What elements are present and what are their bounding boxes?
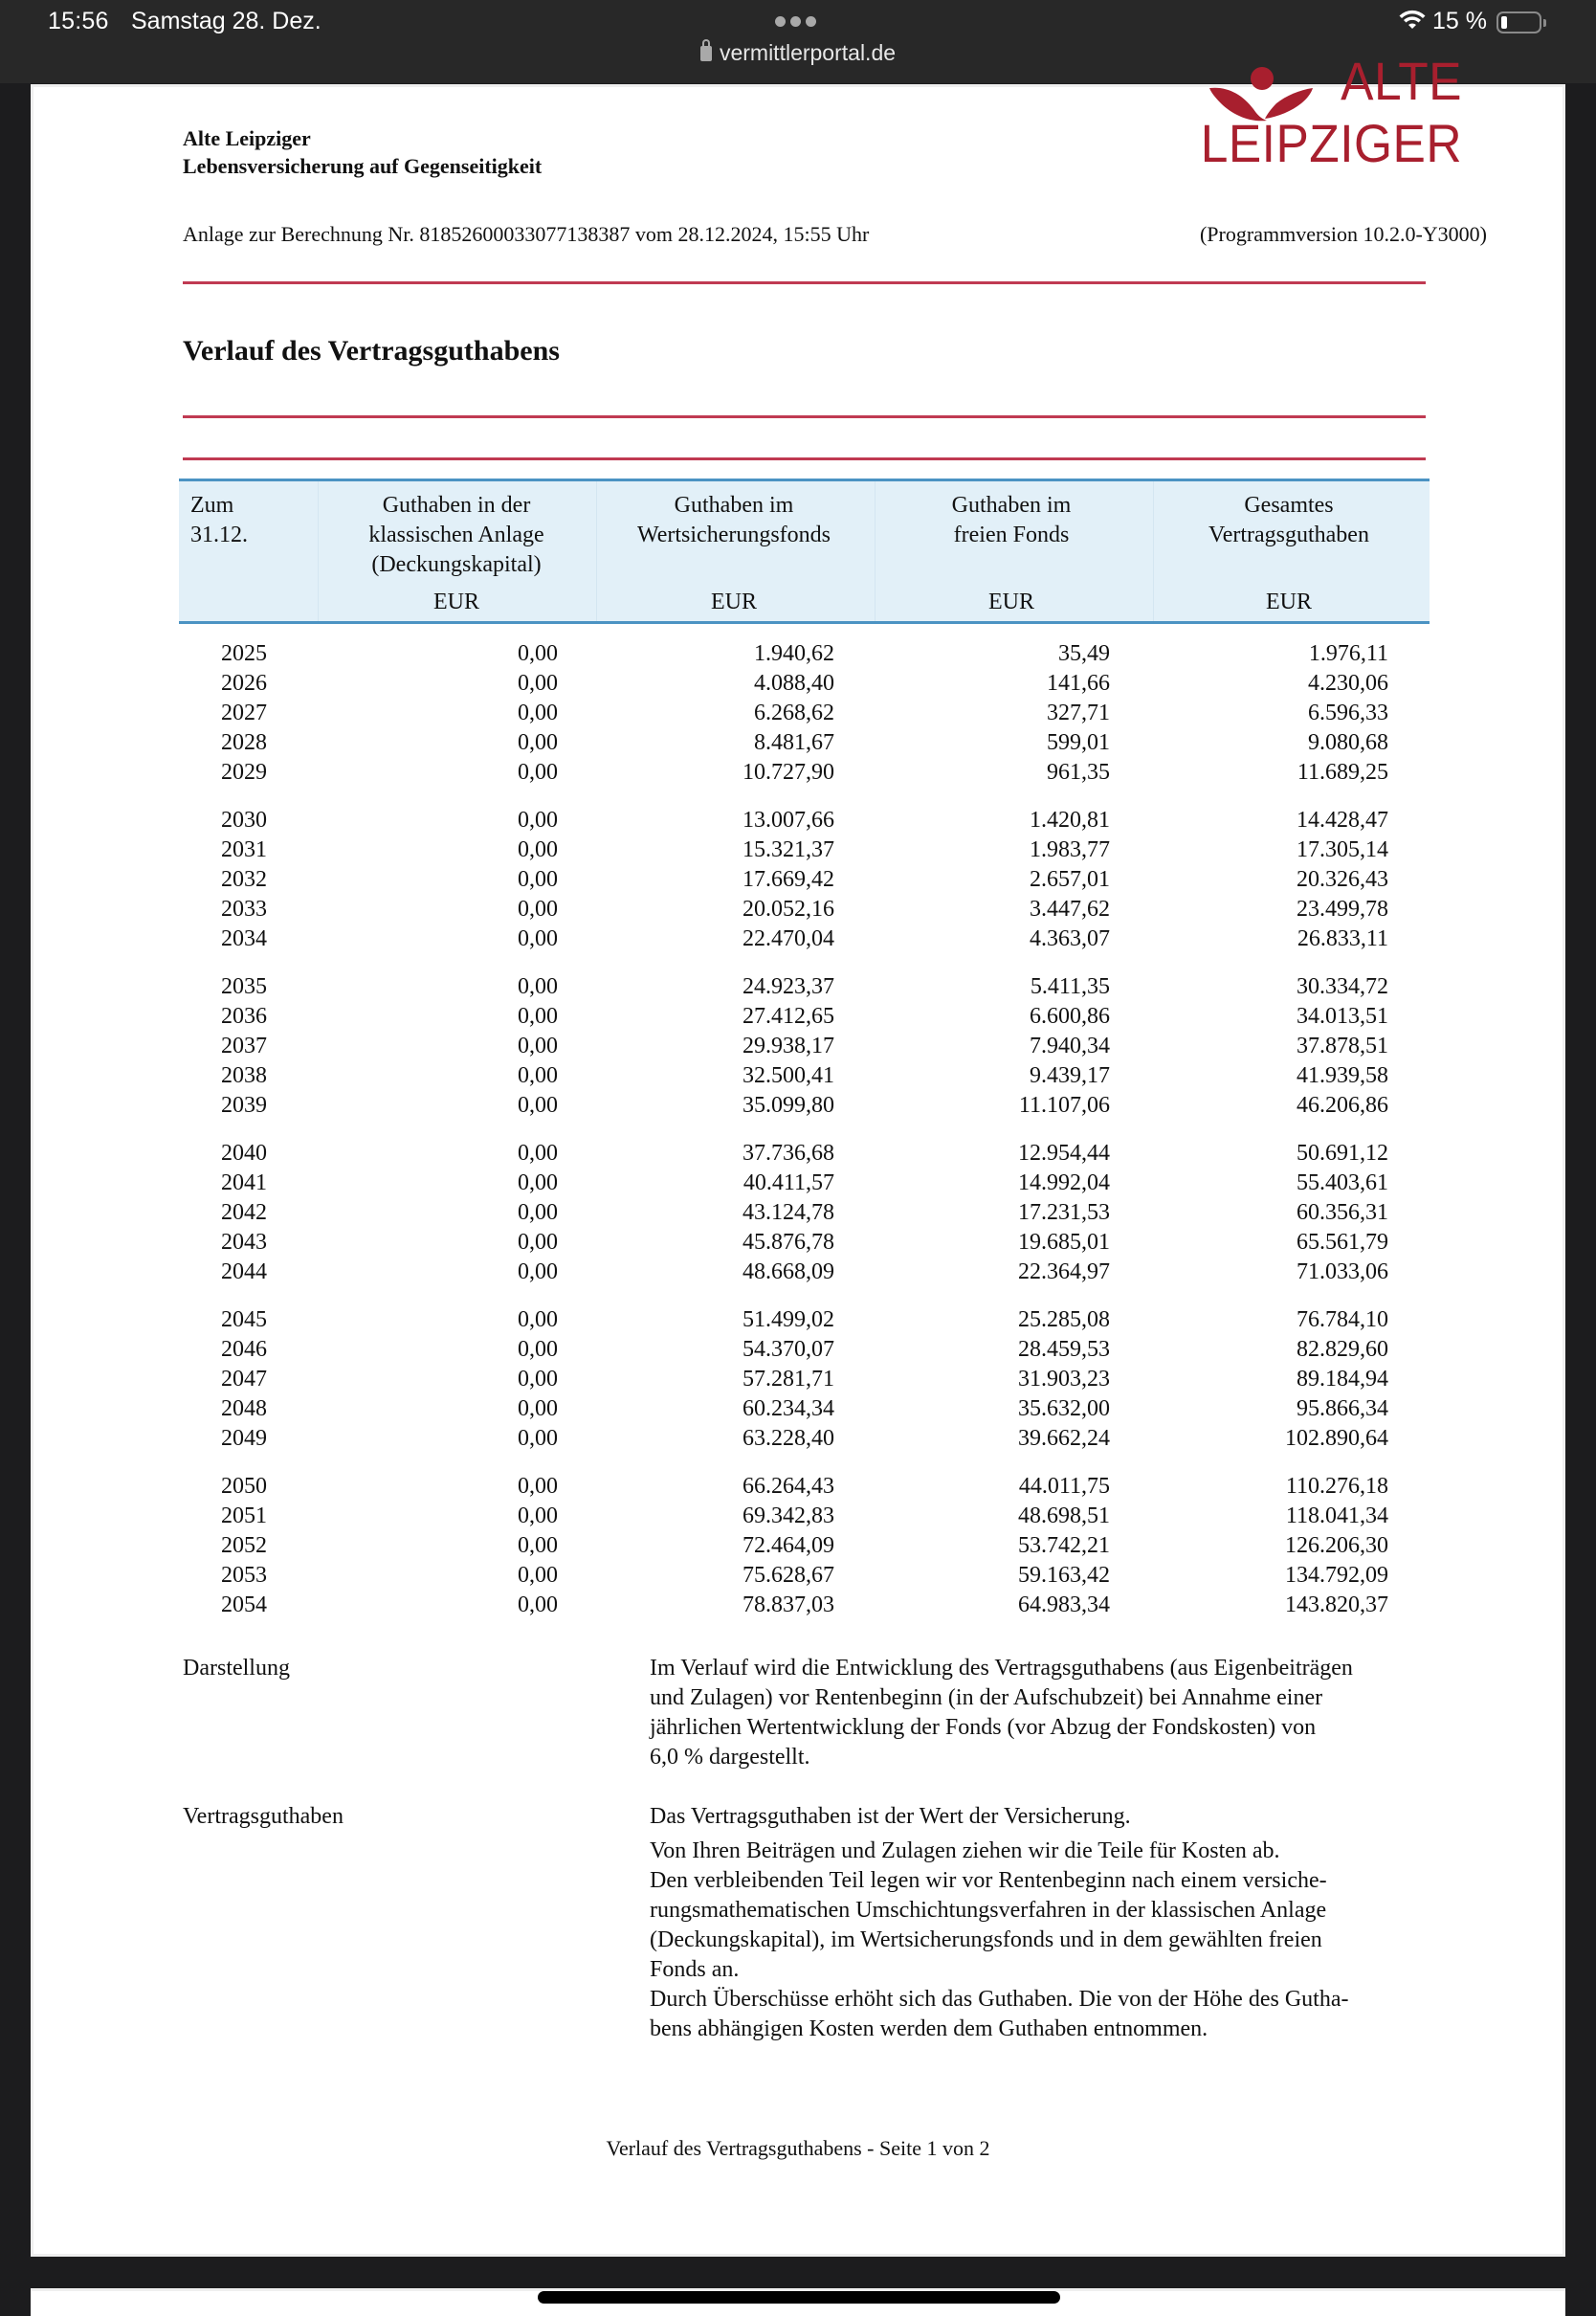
classic-value-cell: 0,00 xyxy=(518,1592,558,1617)
wertsicherungsfonds-value-cell: 72.464,09 xyxy=(743,1533,834,1558)
classic-value-cell: 0,00 xyxy=(518,1474,558,1499)
freie-fonds-value-cell: 64.983,34 xyxy=(1018,1592,1110,1617)
year-cell: 2049 xyxy=(221,1426,267,1451)
table-row xyxy=(183,1426,1388,1456)
table-row xyxy=(183,760,1388,790)
total-value-cell: 143.820,37 xyxy=(1285,1592,1388,1617)
year-cell: 2031 xyxy=(221,837,267,862)
note-line: Von Ihren Beiträgen und Zulagen ziehen wir die Teile für Kosten ab. xyxy=(650,1838,1280,1863)
note-line: (Deckungskapital), im Wertsicherungsfonds und in dem gewählten freien xyxy=(650,1927,1322,1952)
calculation-info: Anlage zur Berechnung Nr. 81852600033077138387 vom 28.12.2024, 15:55 Uhr xyxy=(183,222,870,246)
total-value-cell: 118.041,34 xyxy=(1285,1503,1388,1528)
total-value-cell: 95.866,34 xyxy=(1297,1396,1388,1421)
freie-fonds-value-cell: 12.954,44 xyxy=(1018,1141,1110,1166)
freie-fonds-value-cell: 961,35 xyxy=(1047,760,1110,785)
year-cell: 2032 xyxy=(221,867,267,892)
freie-fonds-value-cell: 17.231,53 xyxy=(1018,1200,1110,1225)
total-value-cell: 9.080,68 xyxy=(1308,730,1388,755)
wertsicherungsfonds-value-cell: 60.234,34 xyxy=(743,1396,834,1421)
note-line: Im Verlauf wird die Entwicklung des Vertragsguthabens (aus Eigenbeiträgen xyxy=(650,1656,1353,1681)
year-cell: 2035 xyxy=(221,974,267,999)
year-cell: 2053 xyxy=(221,1563,267,1588)
wertsicherungsfonds-value-cell: 27.412,65 xyxy=(743,1004,834,1029)
classic-value-cell: 0,00 xyxy=(518,1063,558,1088)
wertsicherungsfonds-value-cell: 51.499,02 xyxy=(743,1307,834,1332)
year-cell: 2051 xyxy=(221,1503,267,1528)
freie-fonds-value-cell: 25.285,08 xyxy=(1018,1307,1110,1332)
total-value-cell: 34.013,51 xyxy=(1297,1004,1388,1029)
url-text: vermittlerportal.de xyxy=(719,40,897,65)
table-row xyxy=(183,1592,1388,1622)
classic-value-cell: 0,00 xyxy=(518,641,558,666)
table-row xyxy=(183,1034,1388,1063)
table-row xyxy=(183,641,1388,671)
year-cell: 2029 xyxy=(221,760,267,785)
table-row xyxy=(183,1170,1388,1200)
classic-value-cell: 0,00 xyxy=(518,1367,558,1392)
table-row xyxy=(183,867,1388,897)
section-title: Verlauf des Vertragsguthabens xyxy=(183,335,560,367)
year-cell: 2048 xyxy=(221,1396,267,1421)
year-cell: 2027 xyxy=(221,701,267,725)
table-row xyxy=(183,1200,1388,1230)
total-value-cell: 46.206,86 xyxy=(1297,1093,1388,1118)
wertsicherungsfonds-value-cell: 43.124,78 xyxy=(743,1200,834,1225)
lock-icon xyxy=(700,46,712,61)
total-value-cell: 26.833,11 xyxy=(1297,926,1388,951)
note-line: Den verbleibenden Teil legen wir vor Rentenbeginn nach einem versiche- xyxy=(650,1868,1327,1893)
wertsicherungsfonds-value-cell: 69.342,83 xyxy=(743,1503,834,1528)
year-cell: 2039 xyxy=(221,1093,267,1118)
note-label: Darstellung xyxy=(183,1656,290,1681)
classic-value-cell: 0,00 xyxy=(518,867,558,892)
year-cell: 2026 xyxy=(221,671,267,696)
total-value-cell: 82.829,60 xyxy=(1297,1337,1388,1362)
freie-fonds-value-cell: 141,66 xyxy=(1047,671,1110,696)
freie-fonds-value-cell: 7.940,34 xyxy=(1030,1034,1110,1058)
table-row xyxy=(183,926,1388,956)
home-indicator[interactable] xyxy=(538,2291,1060,2304)
year-cell: 2041 xyxy=(221,1170,267,1195)
total-value-cell: 89.184,94 xyxy=(1297,1367,1388,1392)
classic-value-cell: 0,00 xyxy=(518,837,558,862)
total-value-cell: 55.403,61 xyxy=(1297,1170,1388,1195)
classic-value-cell: 0,00 xyxy=(518,808,558,833)
wertsicherungsfonds-value-cell: 66.264,43 xyxy=(743,1474,834,1499)
year-cell: 2054 xyxy=(221,1592,267,1617)
total-value-cell: 37.878,51 xyxy=(1297,1034,1388,1058)
year-cell: 2025 xyxy=(221,641,267,666)
freie-fonds-value-cell: 39.662,24 xyxy=(1018,1426,1110,1451)
section-bottom-rule xyxy=(183,457,1426,460)
table-row xyxy=(183,1004,1388,1034)
status-time: 15:56 xyxy=(48,8,109,34)
header-divider xyxy=(183,281,1426,284)
classic-value-cell: 0,00 xyxy=(518,926,558,951)
table-row xyxy=(183,897,1388,926)
status-date: Samstag 28. Dez. xyxy=(131,8,321,34)
year-cell: 2042 xyxy=(221,1200,267,1225)
total-value-cell: 134.792,09 xyxy=(1285,1563,1388,1588)
note-line: 6,0 % dargestellt. xyxy=(650,1745,810,1770)
classic-value-cell: 0,00 xyxy=(518,1230,558,1255)
more-dots-icon[interactable] xyxy=(775,16,816,27)
classic-value-cell: 0,00 xyxy=(518,701,558,725)
total-value-cell: 65.561,79 xyxy=(1297,1230,1388,1255)
year-cell: 2033 xyxy=(221,897,267,922)
year-cell: 2028 xyxy=(221,730,267,755)
note-line: bens abhängigen Kosten werden dem Guthaben entnommen. xyxy=(650,2016,1208,2041)
freie-fonds-value-cell: 48.698,51 xyxy=(1018,1503,1110,1528)
wertsicherungsfonds-value-cell: 13.007,66 xyxy=(743,808,834,833)
classic-value-cell: 0,00 xyxy=(518,1004,558,1029)
year-cell: 2045 xyxy=(221,1307,267,1332)
table-row xyxy=(183,1503,1388,1533)
table-row xyxy=(183,974,1388,1004)
total-value-cell: 4.230,06 xyxy=(1308,671,1388,696)
freie-fonds-value-cell: 35,49 xyxy=(1058,641,1110,666)
table-row xyxy=(183,808,1388,837)
freie-fonds-value-cell: 53.742,21 xyxy=(1018,1533,1110,1558)
note-text xyxy=(650,1654,1444,1772)
header-col-freie-fonds: Guthaben im freien Fonds EUR xyxy=(951,493,1072,614)
year-cell: 2044 xyxy=(221,1259,267,1284)
classic-value-cell: 0,00 xyxy=(518,1307,558,1332)
year-cell: 2040 xyxy=(221,1141,267,1166)
freie-fonds-value-cell: 19.685,01 xyxy=(1018,1230,1110,1255)
wertsicherungsfonds-value-cell: 48.668,09 xyxy=(743,1259,834,1284)
note-line: Das Vertragsguthaben ist der Wert der Versicherung. xyxy=(650,1804,1131,1829)
table-row xyxy=(183,837,1388,867)
wertsicherungsfonds-value-cell: 22.470,04 xyxy=(743,926,834,951)
table-row xyxy=(183,730,1388,760)
table-row xyxy=(183,1396,1388,1426)
header-col-wertsicherungsfonds: Guthaben im Wertsicherungsfonds EUR xyxy=(636,493,831,614)
note-text xyxy=(650,1837,1444,2044)
year-cell: 2050 xyxy=(221,1474,267,1499)
company-name: Alte Leipziger Lebensversicherung auf Gegenseitigkeit xyxy=(183,126,543,178)
table-row xyxy=(183,1563,1388,1592)
total-value-cell: 11.689,25 xyxy=(1297,760,1388,785)
total-value-cell: 23.499,78 xyxy=(1297,897,1388,922)
total-value-cell: 71.033,06 xyxy=(1297,1259,1388,1284)
freie-fonds-value-cell: 1.420,81 xyxy=(1030,808,1110,833)
table-row xyxy=(183,671,1388,701)
classic-value-cell: 0,00 xyxy=(518,671,558,696)
wertsicherungsfonds-value-cell: 35.099,80 xyxy=(743,1093,834,1118)
total-value-cell: 17.305,14 xyxy=(1297,837,1388,862)
total-value-cell: 14.428,47 xyxy=(1297,808,1388,833)
total-value-cell: 30.334,72 xyxy=(1297,974,1388,999)
classic-value-cell: 0,00 xyxy=(518,1141,558,1166)
freie-fonds-value-cell: 5.411,35 xyxy=(1030,974,1110,999)
wifi-icon xyxy=(1399,10,1426,31)
year-cell: 2046 xyxy=(221,1337,267,1362)
total-value-cell: 102.890,64 xyxy=(1285,1426,1388,1451)
classic-value-cell: 0,00 xyxy=(518,1337,558,1362)
wertsicherungsfonds-value-cell: 37.736,68 xyxy=(743,1141,834,1166)
classic-value-cell: 0,00 xyxy=(518,1093,558,1118)
table-row xyxy=(183,1093,1388,1123)
wertsicherungsfonds-value-cell: 20.052,16 xyxy=(743,897,834,922)
program-version: (Programmversion 10.2.0-Y3000) xyxy=(1199,222,1487,246)
wertsicherungsfonds-value-cell: 32.500,41 xyxy=(743,1063,834,1088)
table-row xyxy=(183,1307,1388,1337)
classic-value-cell: 0,00 xyxy=(518,1396,558,1421)
freie-fonds-value-cell: 59.163,42 xyxy=(1018,1563,1110,1588)
header-col-date: Zum 31.12. xyxy=(190,493,248,547)
freie-fonds-value-cell: 44.011,75 xyxy=(1018,1474,1110,1499)
freie-fonds-value-cell: 31.903,23 xyxy=(1018,1367,1110,1392)
year-cell: 2038 xyxy=(221,1063,267,1088)
wertsicherungsfonds-value-cell: 8.481,67 xyxy=(754,730,834,755)
table-row xyxy=(183,1063,1388,1093)
wertsicherungsfonds-value-cell: 75.628,67 xyxy=(743,1563,834,1588)
year-cell: 2047 xyxy=(221,1367,267,1392)
total-value-cell: 20.326,43 xyxy=(1297,867,1388,892)
note-label: Vertragsguthaben xyxy=(183,1804,344,1829)
year-cell: 2052 xyxy=(221,1533,267,1558)
classic-value-cell: 0,00 xyxy=(518,1426,558,1451)
note-line: Durch Überschüsse erhöht sich das Guthaben. Die von der Höhe des Gutha- xyxy=(650,1987,1349,2012)
freie-fonds-value-cell: 9.439,17 xyxy=(1030,1063,1110,1088)
wertsicherungsfonds-value-cell: 45.876,78 xyxy=(743,1230,834,1255)
classic-value-cell: 0,00 xyxy=(518,1170,558,1195)
wertsicherungsfonds-value-cell: 24.923,37 xyxy=(743,974,834,999)
total-value-cell: 60.356,31 xyxy=(1297,1200,1388,1225)
classic-value-cell: 0,00 xyxy=(518,1259,558,1284)
header-col-classic: Guthaben in der klassischen Anlage (Deckungskapital) EUR xyxy=(368,493,544,614)
table-row xyxy=(183,1533,1388,1563)
wertsicherungsfonds-value-cell: 15.321,37 xyxy=(743,837,834,862)
battery-icon xyxy=(1496,11,1541,33)
logo-wordmark: ALTE LEIPZIGER xyxy=(1200,51,1462,173)
page-footer: Verlauf des Vertragsguthabens - Seite 1 von 2 xyxy=(606,2136,990,2160)
note-line: rungsmathematischen Umschichtungsverfahren in der klassischen Anlage xyxy=(650,1898,1327,1923)
freie-fonds-value-cell: 22.364,97 xyxy=(1018,1259,1110,1284)
freie-fonds-value-cell: 1.983,77 xyxy=(1030,837,1110,862)
wertsicherungsfonds-value-cell: 54.370,07 xyxy=(743,1337,834,1362)
wertsicherungsfonds-value-cell: 29.938,17 xyxy=(743,1034,834,1058)
wertsicherungsfonds-value-cell: 40.411,57 xyxy=(743,1170,834,1195)
table-header xyxy=(179,479,1430,624)
freie-fonds-value-cell: 28.459,53 xyxy=(1018,1337,1110,1362)
freie-fonds-value-cell: 6.600,86 xyxy=(1030,1004,1110,1029)
wertsicherungsfonds-value-cell: 63.228,40 xyxy=(743,1426,834,1451)
wertsicherungsfonds-value-cell: 6.268,62 xyxy=(754,701,834,725)
total-value-cell: 1.976,11 xyxy=(1308,641,1388,666)
wertsicherungsfonds-value-cell: 57.281,71 xyxy=(743,1367,834,1392)
freie-fonds-value-cell: 327,71 xyxy=(1047,701,1110,725)
classic-value-cell: 0,00 xyxy=(518,1200,558,1225)
wertsicherungsfonds-value-cell: 78.837,03 xyxy=(743,1592,834,1617)
total-value-cell: 76.784,10 xyxy=(1297,1307,1388,1332)
year-cell: 2030 xyxy=(221,808,267,833)
table-row xyxy=(183,701,1388,730)
freie-fonds-value-cell: 2.657,01 xyxy=(1030,867,1110,892)
header-col-gesamt: Gesamtes Vertragsguthaben EUR xyxy=(1208,493,1369,614)
freie-fonds-value-cell: 14.992,04 xyxy=(1018,1170,1110,1195)
total-value-cell: 50.691,12 xyxy=(1297,1141,1388,1166)
total-value-cell: 126.206,30 xyxy=(1285,1533,1388,1558)
section-top-rule xyxy=(183,415,1426,418)
battery-percent: 15 % xyxy=(1432,8,1487,34)
alte-leipziger-logo xyxy=(1031,51,1462,173)
total-value-cell: 110.276,18 xyxy=(1285,1474,1388,1499)
year-cell: 2037 xyxy=(221,1034,267,1058)
table-row xyxy=(183,1337,1388,1367)
classic-value-cell: 0,00 xyxy=(518,1563,558,1588)
classic-value-cell: 0,00 xyxy=(518,1034,558,1058)
classic-value-cell: 0,00 xyxy=(518,1533,558,1558)
wertsicherungsfonds-value-cell: 4.088,40 xyxy=(754,671,834,696)
table-row xyxy=(183,1367,1388,1396)
year-cell: 2043 xyxy=(221,1230,267,1255)
table-row xyxy=(183,1474,1388,1503)
freie-fonds-value-cell: 599,01 xyxy=(1047,730,1110,755)
total-value-cell: 6.596,33 xyxy=(1308,701,1388,725)
table-row xyxy=(183,1141,1388,1170)
classic-value-cell: 0,00 xyxy=(518,897,558,922)
classic-value-cell: 0,00 xyxy=(518,974,558,999)
total-value-cell: 41.939,58 xyxy=(1297,1063,1388,1088)
table-row xyxy=(183,1230,1388,1259)
year-cell: 2036 xyxy=(221,1004,267,1029)
note-line: Fonds an. xyxy=(650,1957,740,1982)
wertsicherungsfonds-value-cell: 10.727,90 xyxy=(743,760,834,785)
classic-value-cell: 0,00 xyxy=(518,1503,558,1528)
table-row xyxy=(183,1259,1388,1289)
note-line: jährlichen Wertentwicklung der Fonds (vor Abzug der Fondskosten) von xyxy=(650,1715,1317,1740)
freie-fonds-value-cell: 35.632,00 xyxy=(1018,1396,1110,1421)
note-text xyxy=(650,1802,1444,1832)
year-cell: 2034 xyxy=(221,926,267,951)
wertsicherungsfonds-value-cell: 1.940,62 xyxy=(754,641,834,666)
freie-fonds-value-cell: 3.447,62 xyxy=(1030,897,1110,922)
classic-value-cell: 0,00 xyxy=(518,760,558,785)
classic-value-cell: 0,00 xyxy=(518,730,558,755)
note-line: und Zulagen) vor Rentenbeginn (in der Aufschubzeit) bei Annahme einer xyxy=(650,1685,1323,1710)
wertsicherungsfonds-value-cell: 17.669,42 xyxy=(743,867,834,892)
freie-fonds-value-cell: 11.107,06 xyxy=(1018,1093,1110,1118)
freie-fonds-value-cell: 4.363,07 xyxy=(1030,926,1110,951)
